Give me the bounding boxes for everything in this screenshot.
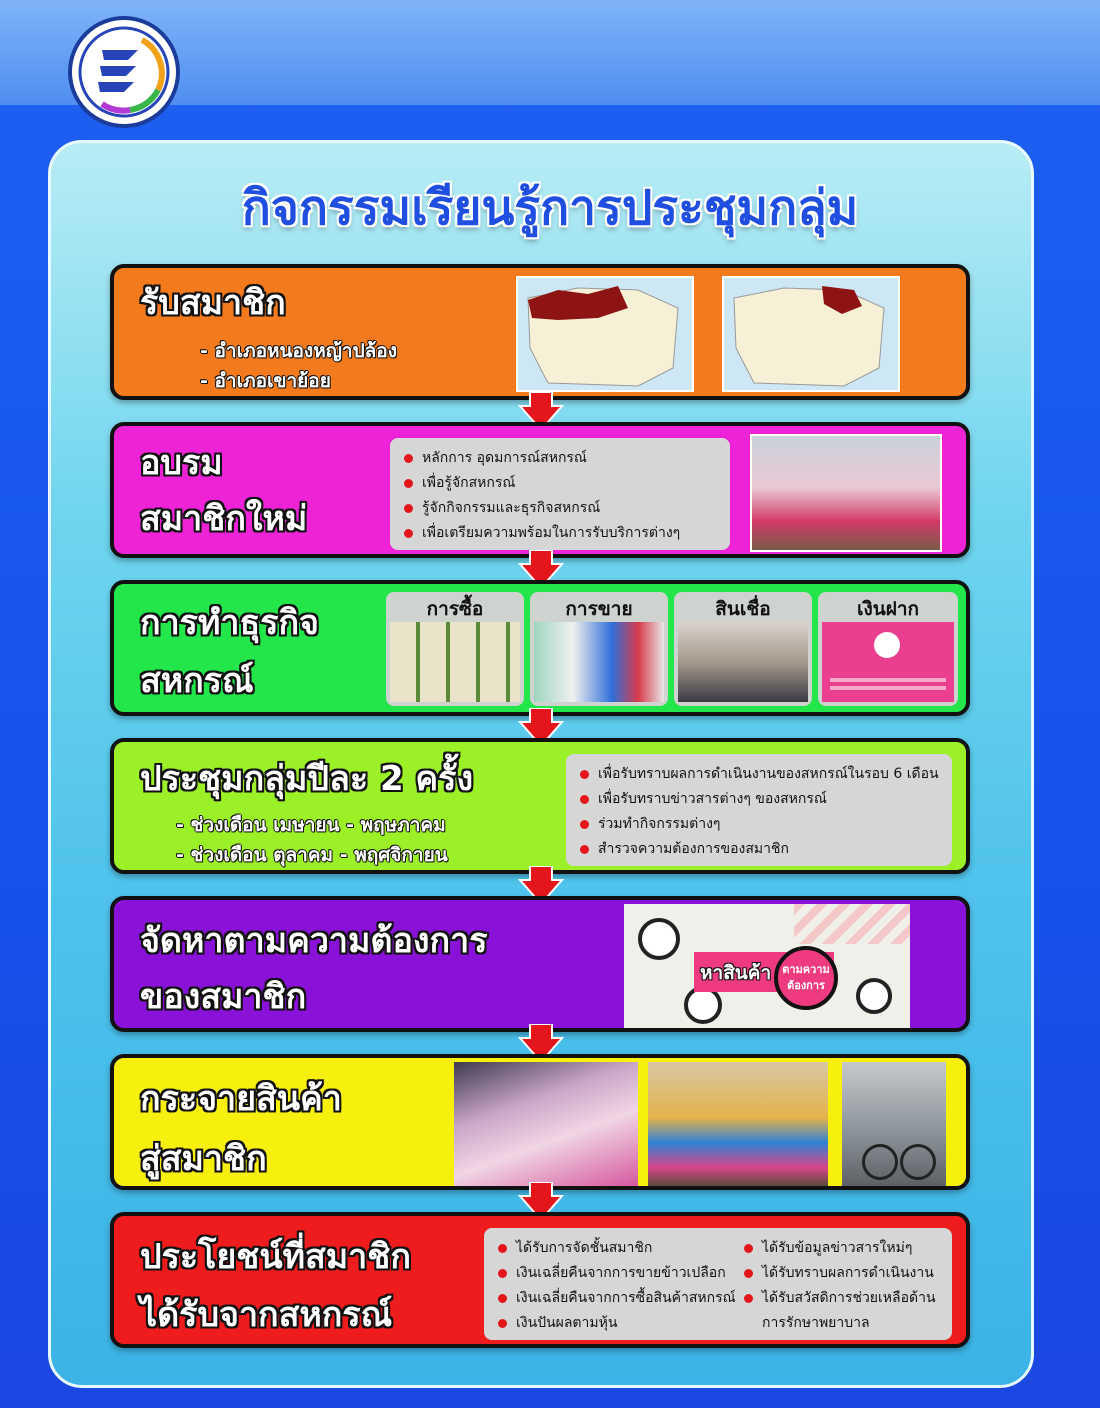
bullet-item: เพื่อเตรียมความพร้อมในการรับบริการต่างๆ bbox=[402, 521, 718, 546]
section-title: จัดหาตามความต้องการ bbox=[140, 921, 488, 961]
page-title: กิจกรรมเรียนรู้การประชุมกลุ่ม bbox=[241, 180, 859, 236]
section-title: สหกรณ์ bbox=[140, 661, 254, 701]
bullet-item: รู้จักกิจกรรมและธุรกิจสหกรณ์ bbox=[402, 496, 718, 521]
meeting-period: - ช่วงเดือน ตุลาคม - พฤศจิกายน bbox=[176, 844, 448, 866]
distribution-photo bbox=[648, 1062, 828, 1186]
section-meeting bbox=[110, 738, 970, 874]
district-item: - อำเภอเขาย้อย bbox=[200, 370, 331, 392]
section-title: กระจายสินค้า bbox=[140, 1079, 342, 1119]
section-title: ประโยชน์ที่สมาชิก bbox=[140, 1237, 411, 1277]
section-business bbox=[110, 580, 970, 716]
bullet-item: เพื่อรู้จักสหกรณ์ bbox=[402, 471, 718, 496]
map-image bbox=[516, 276, 694, 392]
benefits-bullets bbox=[484, 1228, 952, 1340]
map-image bbox=[722, 276, 900, 392]
bullet-continuation: การรักษาพยาบาล bbox=[762, 1315, 870, 1331]
distribution-photo bbox=[454, 1062, 638, 1186]
badge bbox=[774, 946, 838, 1010]
section-title: ของสมาชิก bbox=[140, 977, 307, 1017]
section-training bbox=[110, 422, 970, 558]
tile-deposit bbox=[818, 592, 958, 706]
tile-photo bbox=[678, 622, 808, 702]
meeting-period: - ช่วงเดือน เมษายน - พฤษภาคม bbox=[176, 814, 446, 836]
cooperative-logo bbox=[68, 16, 180, 128]
tile-photo bbox=[390, 622, 520, 702]
tile-label: การซื้อ bbox=[426, 598, 484, 620]
tile-credit bbox=[674, 592, 812, 706]
section-title: สมาชิกใหม่ bbox=[140, 499, 308, 539]
bullet-item: ได้รับทราบผลการดำเนินงาน bbox=[742, 1261, 936, 1286]
tile-sales bbox=[530, 592, 668, 706]
tile-purchase bbox=[386, 592, 524, 706]
section-membership bbox=[110, 264, 970, 400]
bullet-item: ร่วมทำกิจกรรมต่างๆ bbox=[578, 812, 940, 837]
bullet-item: หลักการ อุดมการณ์สหกรณ์ bbox=[402, 446, 718, 471]
bullet-item: เงินเฉลี่ยคืนจากการขายข้าวเปลือก bbox=[496, 1261, 736, 1286]
bullet-item: สำรวจความต้องการของสมาชิก bbox=[578, 837, 940, 862]
tile-label: เงินฝาก bbox=[856, 598, 920, 620]
bullet-item: เงินปันผลตามหุ้น bbox=[496, 1311, 736, 1336]
section-title: สู่สมาชิก bbox=[140, 1139, 267, 1179]
section-title: รับสมาชิก bbox=[140, 283, 286, 323]
section-procurement bbox=[110, 896, 970, 1032]
bullet-item: เงินเฉลี่ยคืนจากการซื้อสินค้าสหกรณ์ bbox=[496, 1286, 736, 1311]
bullet-item: เพื่อรับทราบผลการดำเนินงานของสหกรณ์ในรอบ 6 เดือน bbox=[578, 762, 940, 787]
section-title: ได้รับจากสหกรณ์ bbox=[140, 1295, 393, 1335]
tile-label: สินเชื่อ bbox=[715, 598, 771, 620]
section-title: ประชุมกลุ่มปีละ 2 ครั้ง bbox=[140, 759, 474, 799]
bullet-item: ได้รับการจัดชั้นสมาชิก bbox=[496, 1236, 736, 1261]
meeting-bullets bbox=[566, 754, 952, 866]
bullet-item: ได้รับสวัสดิการช่วยเหลือด้าน bbox=[742, 1286, 936, 1311]
badge-line: ต้องการ bbox=[787, 979, 825, 992]
bullet-item: เพื่อรับทราบข่าวสารต่างๆ ของสหกรณ์ bbox=[578, 787, 940, 812]
distribution-photo bbox=[842, 1062, 946, 1186]
section-title: อบรม bbox=[140, 443, 223, 483]
section-title: การทำธุรกิจ bbox=[140, 603, 319, 643]
district-item: - อำเภอหนองหญ้าปล้อง bbox=[200, 340, 397, 362]
search-product-image bbox=[624, 904, 910, 1028]
banner-label: หาสินค้า bbox=[700, 962, 772, 984]
section-distribution bbox=[110, 1054, 970, 1190]
section-benefits bbox=[110, 1212, 970, 1348]
tile-photo bbox=[534, 622, 664, 702]
bullet-item: ได้รับข้อมูลข่าวสารใหม่ๆ bbox=[742, 1236, 936, 1261]
tile-label: การขาย bbox=[565, 598, 633, 620]
badge-line: ตามความ bbox=[782, 963, 830, 976]
training-photo bbox=[750, 434, 942, 552]
passbook-image bbox=[822, 622, 954, 702]
training-bullets bbox=[390, 438, 730, 550]
